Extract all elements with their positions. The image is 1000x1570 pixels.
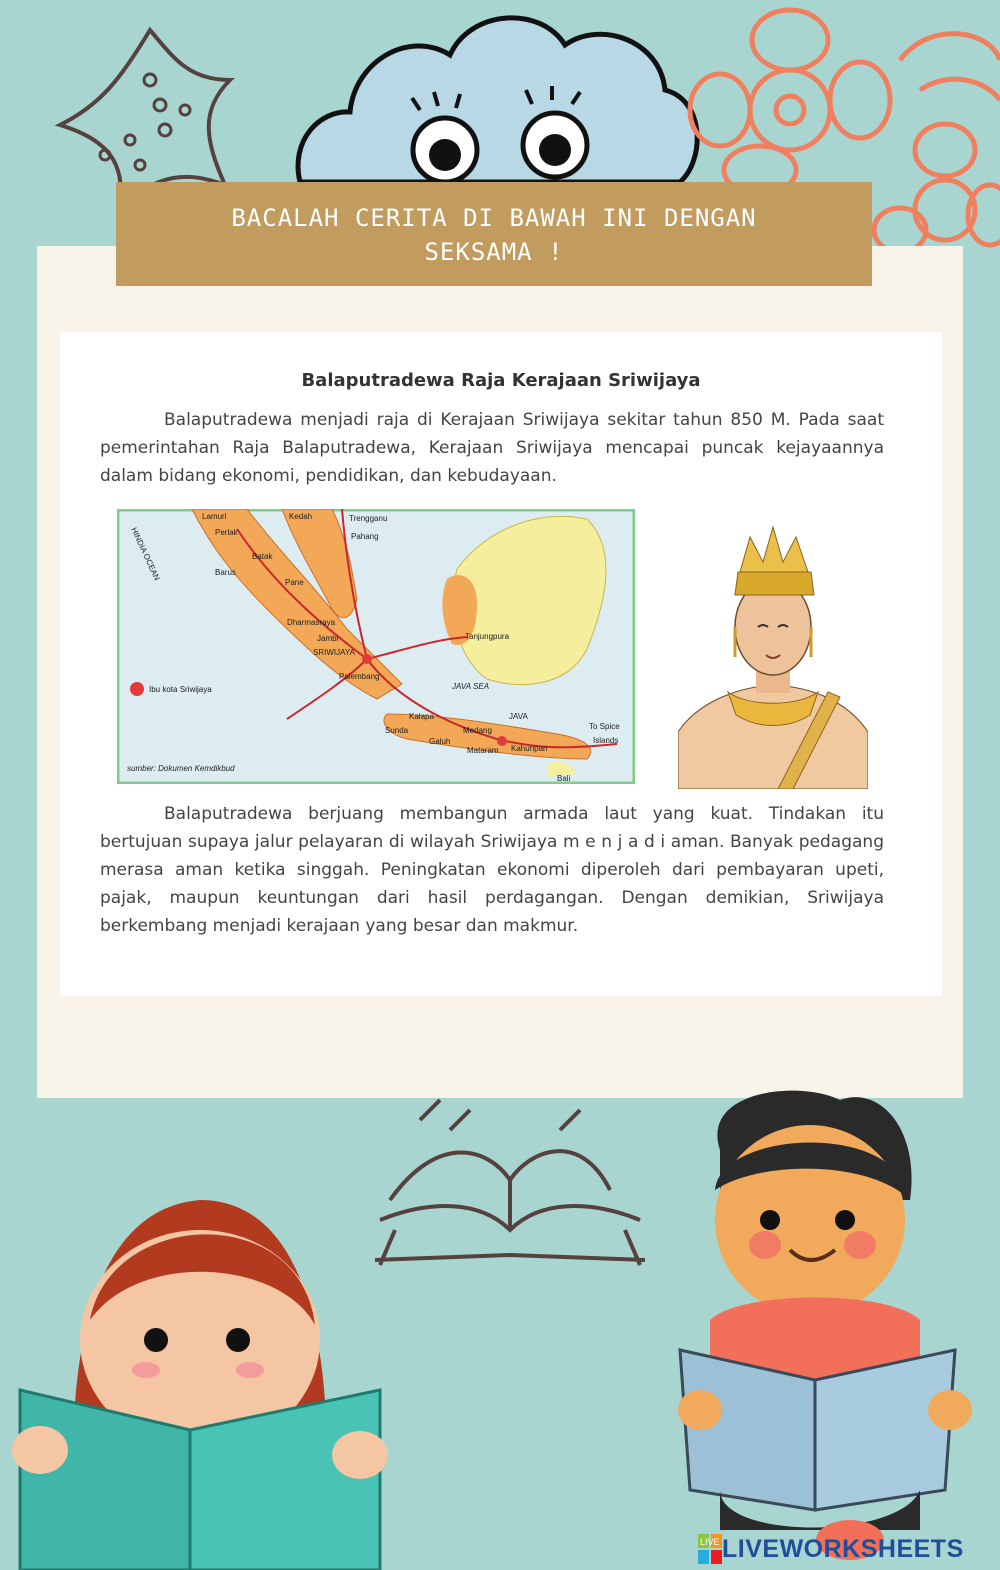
map-label: Dharmasraya	[287, 618, 336, 627]
map-label: Pane	[285, 578, 304, 587]
map-label: Palembang	[339, 672, 380, 681]
map-label: Perlak	[215, 528, 238, 537]
banner-line-2: SEKSAMA !	[424, 238, 564, 266]
map-label: Sunda	[385, 726, 409, 735]
map-label: Batak	[252, 552, 273, 561]
map-label: Kalapa	[409, 712, 434, 721]
map-label: Galuh	[429, 737, 451, 746]
map-label: Jambi	[317, 634, 339, 643]
flower-icon	[750, 70, 830, 150]
map-label: Lamuri	[202, 512, 227, 521]
story-title: Balaputradewa Raja Kerajaan Sriwijaya	[301, 370, 701, 391]
map-label: SRIWIJAYA	[313, 648, 355, 657]
story-paragraph-1: Balaputradewa menjadi raja di Kerajaan Sriwijaya sekitar tahun 850 M. Pada saat pemerintahan Raja Balaputradewa, Kerajaan Sriwijaya mencapai puncak kejayaannya dalam bidang ekonomi, pendidikan, dan kebudayaan.	[100, 410, 884, 486]
sriwijaya-map	[117, 509, 635, 784]
map-label: Tanjungpura	[465, 632, 510, 641]
liveworksheets-logo-icon	[698, 1534, 722, 1564]
map-label: HINDIA OCEAN	[129, 526, 162, 582]
map-label: JAVA SEA	[452, 682, 490, 691]
logo-letter: LIVE	[700, 1537, 720, 1547]
instruction-banner	[116, 182, 872, 286]
map-label: Pahang	[351, 532, 379, 541]
map-legend: Ibu kota Sriwijaya	[149, 685, 212, 694]
map-label: Kahuripan	[511, 744, 548, 753]
open-book-icon	[375, 1100, 645, 1265]
bottom-illustrations	[0, 1090, 1000, 1570]
blue-book-icon	[680, 1350, 815, 1510]
map-label: Barus	[215, 568, 236, 577]
map-label: Kedah	[289, 512, 313, 521]
map-source: sumber: Dokumen Kemdikbud	[127, 764, 235, 773]
map-label: To Spice	[589, 722, 620, 731]
map-label: Bali	[557, 774, 571, 783]
cloud-character-icon	[298, 18, 697, 182]
map-label: Islands	[593, 736, 619, 745]
liveworksheets-text: LIVEWORKSHEETS	[722, 1534, 964, 1563]
map-label: Mataram	[467, 746, 499, 755]
liveworksheets-logo	[698, 1532, 964, 1566]
map-label: Medang	[463, 726, 492, 735]
map-label: JAVA	[509, 712, 528, 721]
map-label: Trengganu	[349, 514, 388, 523]
story-paragraph-2: Balaputradewa berjuang membangun armada laut yang kuat. Tindakan itu bertujuan supaya jalur pelayaran di wilayah Sriwijaya m e n j a d i aman. Banyak pedagang merasa aman ketika singgah. Peningkatan ekonomi diperoleh dari pembayaran upeti, pajak, maupun keuntungan dari hasil perdagangan. Dengan demikian, Sriwijaya berkembang menjadi kerajaan yang besar dan makmur.	[100, 804, 884, 936]
king-portrait	[678, 517, 868, 789]
banner-line-1: BACALAH CERITA DI BAWAH INI DENGAN	[231, 204, 757, 232]
starfish-icon	[60, 30, 230, 205]
